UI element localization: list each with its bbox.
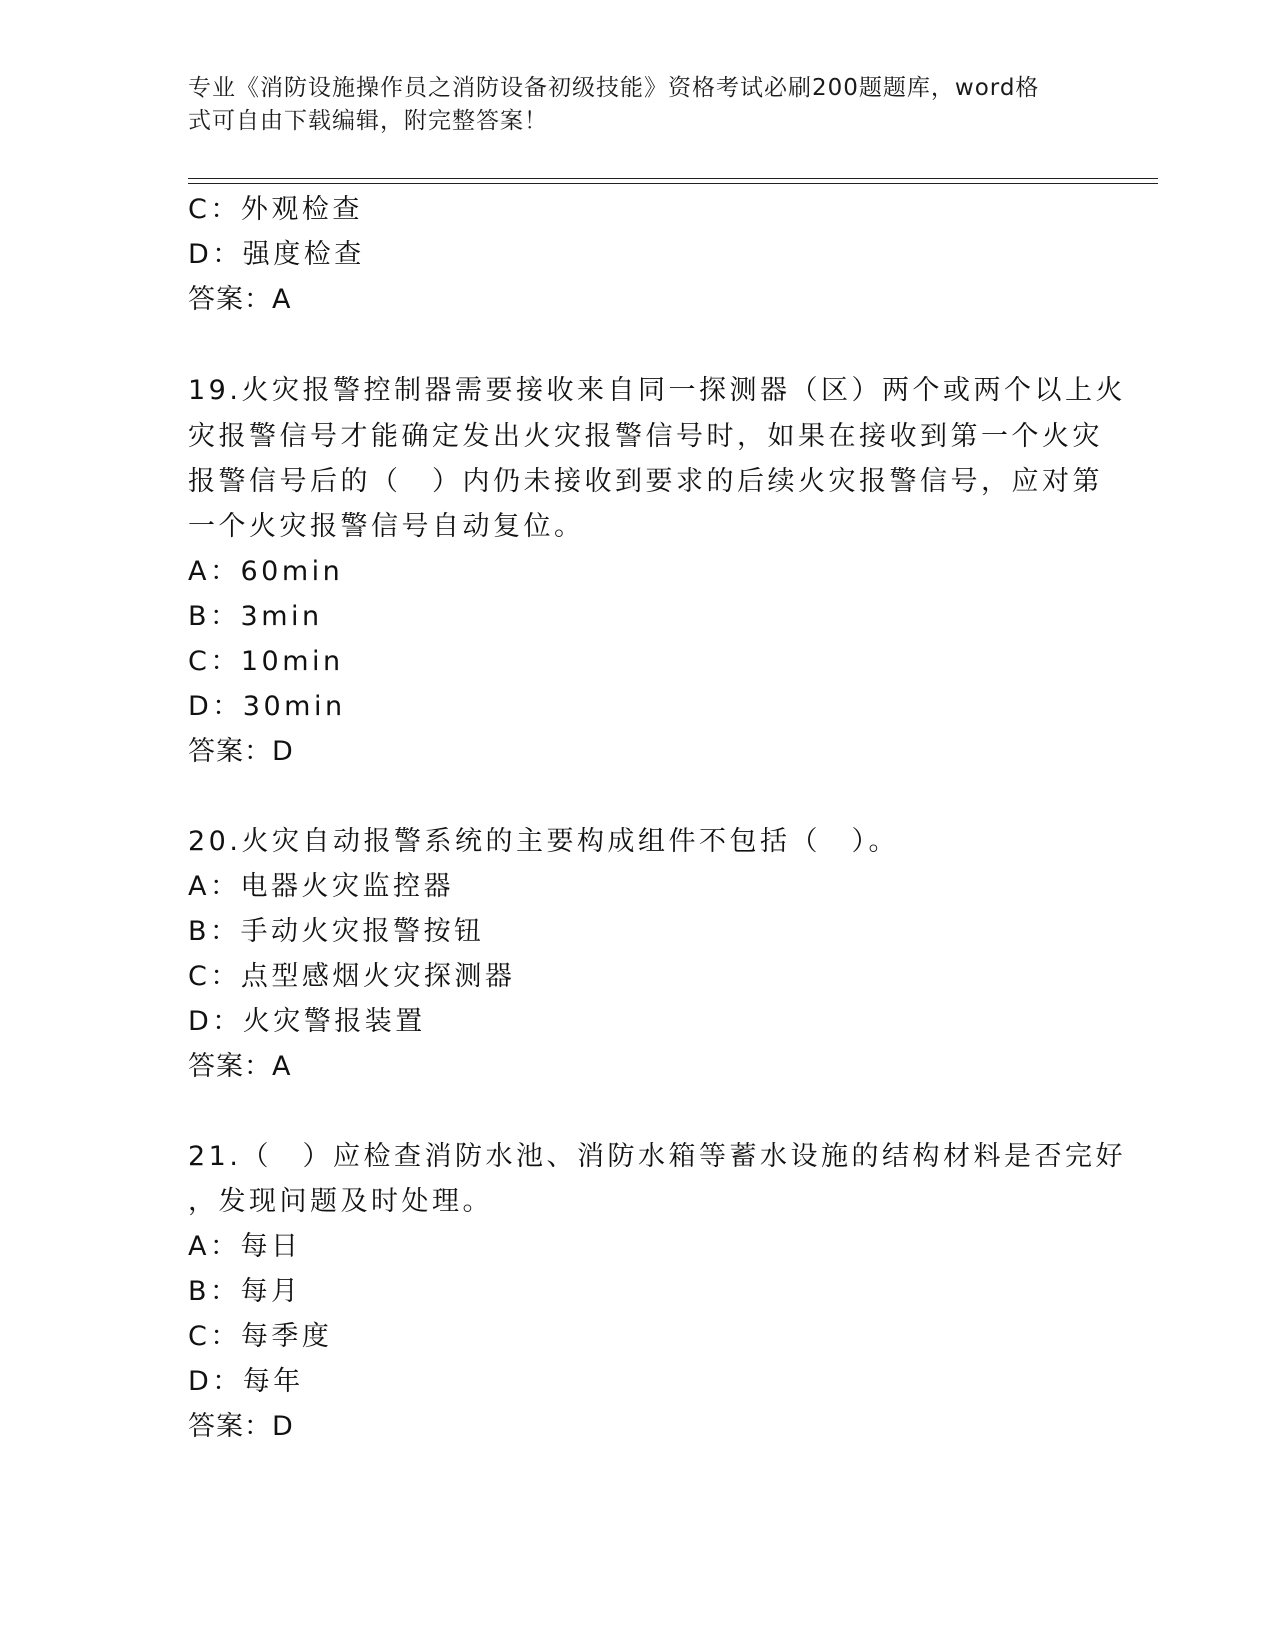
q20-option-c: C：点型感烟火灾探测器 <box>188 961 516 992</box>
q21-option-a: A：每日 <box>188 1231 302 1262</box>
q20-option-a: A：电器火灾监控器 <box>188 871 454 902</box>
header-line-2: 式可自由下载编辑，附完整答案！ <box>188 108 548 134</box>
q19-answer: 答案：D <box>188 736 294 767</box>
q21-stem-line-1: 21.（ ）应检查消防水池、消防水箱等蓄水设施的结构材料是否完好 <box>188 1141 1126 1172</box>
q19-stem-line-2: 灾报警信号才能确定发出火灾报警信号时，如果在接收到第一个火灾 <box>188 421 1103 452</box>
q20-stem-line-1: 20.火灾自动报警系统的主要构成组件不包括（ ）。 <box>188 826 899 857</box>
q19-option-b: B：3min <box>188 601 323 632</box>
header-divider-top <box>188 178 1158 179</box>
q20-option-b: B：手动火灾报警按钮 <box>188 916 485 947</box>
header-divider-bottom <box>188 183 1158 184</box>
q20-answer: 答案：A <box>188 1051 292 1082</box>
q19-stem-line-3: 报警信号后的（ ）内仍未接收到要求的后续火灾报警信号，应对第 <box>188 466 1103 497</box>
q21-answer: 答案：D <box>188 1411 294 1442</box>
q21-option-c: C：每季度 <box>188 1321 333 1352</box>
q18-answer: 答案：A <box>188 284 292 315</box>
q19-stem-line-1: 19.火灾报警控制器需要接收来自同一探测器（区）两个或两个以上火 <box>188 375 1126 406</box>
q21-stem-line-2: ，发现问题及时处理。 <box>188 1186 493 1217</box>
q18-option-d: D：强度检查 <box>188 239 365 270</box>
q21-option-d: D：每年 <box>188 1366 304 1397</box>
q20-option-d: D：火灾警报装置 <box>188 1006 426 1037</box>
header-line-1: 专业《消防设施操作员之消防设备初级技能》资格考试必刷200题题库，word格 <box>188 75 1040 101</box>
q19-stem-line-4: 一个火灾报警信号自动复位。 <box>188 511 585 542</box>
q18-option-c: C：外观检查 <box>188 194 363 225</box>
q21-option-b: B：每月 <box>188 1276 302 1307</box>
q19-option-a: A：60min <box>188 556 344 587</box>
q19-option-d: D：30min <box>188 691 346 722</box>
q19-option-c: C：10min <box>188 646 344 677</box>
document-header <box>188 72 1068 138</box>
